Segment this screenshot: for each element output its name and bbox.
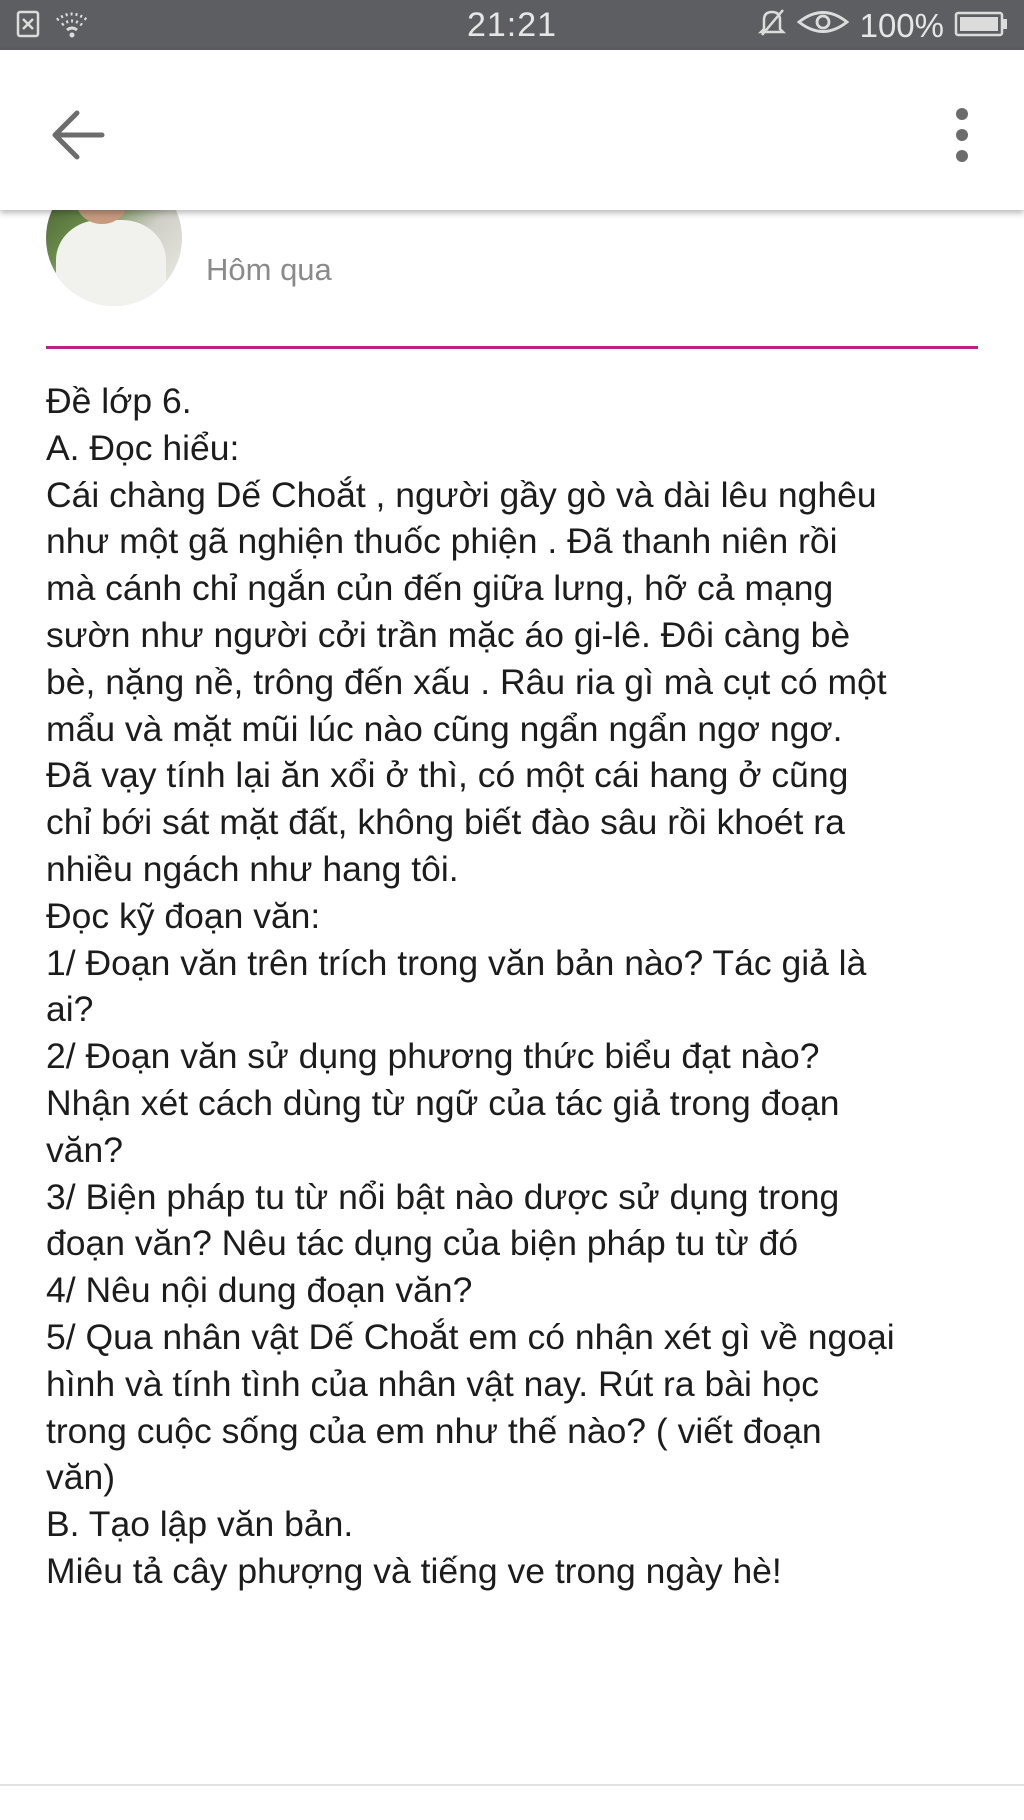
post-header [0,200,1024,350]
battery-percent: 100% [859,7,944,44]
app-bar [0,50,1024,210]
post-content [46,378,986,1595]
content-line: bè, nặng nề, trông đến xấu . Râu ria gì mà cụt có một [46,661,887,702]
content-line: 3/ Biện pháp tu từ nổi bật nào dược sử dụng trong [46,1176,840,1217]
eye-icon [796,7,850,45]
content-line: hình và tính tình của nhân vật nay. Rút ra bài học [46,1363,819,1404]
content-line: văn) [46,1457,116,1498]
status-bar [0,0,1024,50]
content-line: A. Đọc hiểu: [46,427,240,468]
content-line: đoạn văn? Nêu tác dụng của biện pháp tu từ đó [46,1223,799,1264]
divider [46,346,978,349]
content-line: chỉ bới sát mặt đất, không biết đào sâu rồi khoét ra [46,802,845,843]
content-line: ai? [46,989,94,1030]
bell-off-icon [758,7,786,45]
content-line: 1/ Đoạn văn trên trích trong văn bản nào? Tác giả là [46,942,867,983]
bottom-divider [0,1784,1024,1786]
content-line: mẩu và mặt mũi lúc nào cũng ngẩn ngẩn ngơ ngơ. [46,708,843,749]
more-options-button[interactable] [940,100,984,170]
content-line: Đề lớp 6. [46,381,192,421]
more-vertical-icon [940,100,984,170]
content-line: 2/ Đoạn văn sử dụng phương thức biểu đạt nào? [46,1036,820,1077]
status-right-icons [758,7,1008,45]
content-line: Đọc kỹ đoạn văn: [46,895,321,936]
content-line: trong cuộc sống của em như thế nào? ( viết đoạn [46,1410,822,1451]
content-line: như một gã nghiện thuốc phiện . Đã thanh niên rồi [46,521,838,562]
content-line: văn? [46,1129,123,1170]
avatar[interactable] [46,200,182,306]
back-button[interactable] [44,100,114,170]
content-line: Đã vạy tính lại ăn xổi ở thì, có một cái hang ở cũng [46,755,849,796]
content-line: 4/ Nêu nội dung đoạn văn? [46,1270,473,1311]
post-date: Hôm qua [206,252,332,287]
content-line: mà cánh chỉ ngắn củn đến giữa lưng, hỡ cả mạng [46,568,834,609]
content-line: B. Tạo lập văn bản. [46,1504,354,1545]
content-line: nhiều ngách như hang tôi. [46,848,459,889]
content-line: sườn như người cởi trần mặc áo gi-lê. Đôi càng bè [46,614,851,655]
status-time: 21:21 [466,6,558,44]
content-line: Cái chàng Dế Choắt , người gầy gò và dài lêu nghêu [46,474,877,515]
content-line: 5/ Qua nhân vật Dế Choắt em có nhận xét gì về ngoại [46,1316,895,1357]
arrow-left-icon [44,100,114,170]
battery-icon [954,7,1008,45]
content-line: Nhận xét cách dùng từ ngữ của tác giả trong đoạn [46,1082,840,1123]
content-line: Miêu tả cây phượng và tiếng ve trong ngày hè! [46,1550,782,1591]
